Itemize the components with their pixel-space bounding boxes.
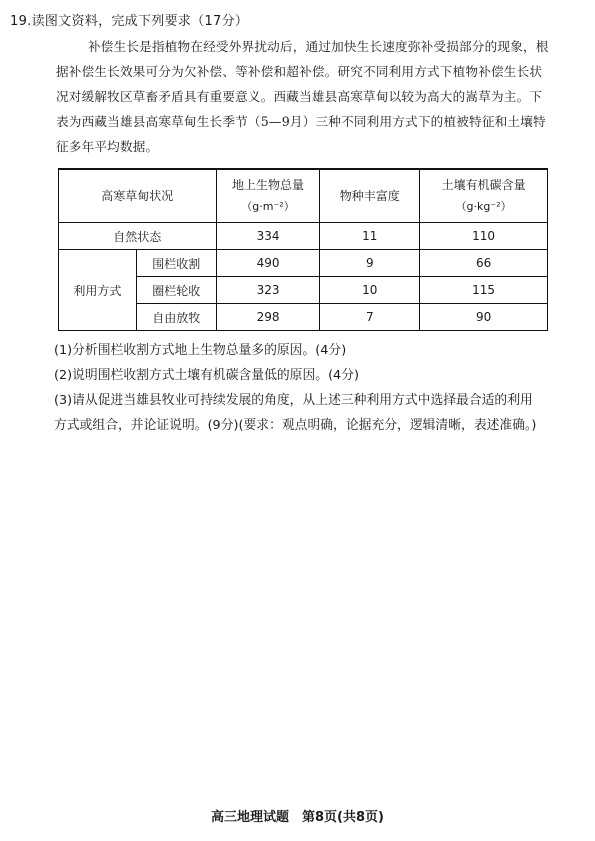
method-richness: 9 <box>320 250 420 277</box>
method-carbon: 66 <box>420 250 548 277</box>
header-carbon <box>420 169 548 223</box>
intro-text: 补偿生长是指植物在经受外界扰动后，通过加快生长速度弥补受损部分的现象，根据补偿生长效果可分为欠补偿、等补偿和超补偿。研究不同利用方式下植物补偿生长状况对缓解牧区草畜矛盾具有重要意义。西藏当雄县高寒草甸以较为高大的嵩草为主。下表为西藏当雄县高寒草甸生长季节（5—9月）三种不同利用方式下的植被特征和土壤特征多年平均数据。 <box>56 39 549 154</box>
method-biomass: 298 <box>216 304 320 331</box>
header-richness: 物种丰富度 <box>320 169 420 223</box>
natural-biomass: 334 <box>216 223 320 250</box>
method-carbon: 115 <box>420 277 548 304</box>
question-number: 19. <box>10 14 32 29</box>
method-richness: 7 <box>320 304 420 331</box>
method-biomass: 490 <box>216 250 320 277</box>
sub-question-2: (2)说明围栏收割方式土壤有机碳含量低的原因。(4分) <box>54 368 359 383</box>
table-row <box>59 250 548 277</box>
question-header <box>10 10 248 29</box>
table-header-row <box>59 169 548 223</box>
header-carbon-label: 土壤有机碳含量 <box>441 178 526 192</box>
page-footer: 高三地理试题 第8页(共8页) <box>211 810 384 825</box>
header-carbon-unit: （g·kg⁻²） <box>455 200 512 213</box>
natural-state-label: 自然状态 <box>59 223 217 250</box>
sub-question-1: (1)分析围栏收割方式地上生物总量多的原因。(4分) <box>54 343 347 358</box>
sub-question-3-line-1: (3)请从促进当雄县牧业可持续发展的角度，从上述三种利用方式中选择最合适的利用 <box>54 393 533 408</box>
method-name: 围栏收割 <box>136 250 216 277</box>
method-name: 圈栏轮收 <box>136 277 216 304</box>
method-carbon: 90 <box>420 304 548 331</box>
header-condition: 高寒草甸状况 <box>59 169 217 223</box>
intro-paragraph <box>56 34 551 159</box>
natural-carbon: 110 <box>420 223 548 250</box>
grassland-data-table <box>58 168 548 331</box>
sub-questions <box>54 338 554 438</box>
table-row <box>59 223 548 250</box>
method-name: 自由放牧 <box>136 304 216 331</box>
natural-richness: 11 <box>320 223 420 250</box>
method-biomass: 323 <box>216 277 320 304</box>
header-biomass <box>216 169 320 223</box>
sub-question-3-line-2: 方式或组合，并论证说明。(9分)(要求：观点明确，论据充分，逻辑清晰，表述准确。) <box>54 418 537 433</box>
use-method-label: 利用方式 <box>59 250 137 331</box>
header-biomass-label: 地上生物总量 <box>232 178 305 192</box>
question-title: 读图文资料，完成下列要求（17分） <box>31 14 249 29</box>
header-biomass-unit: （g·m⁻²） <box>241 200 295 213</box>
method-richness: 10 <box>320 277 420 304</box>
